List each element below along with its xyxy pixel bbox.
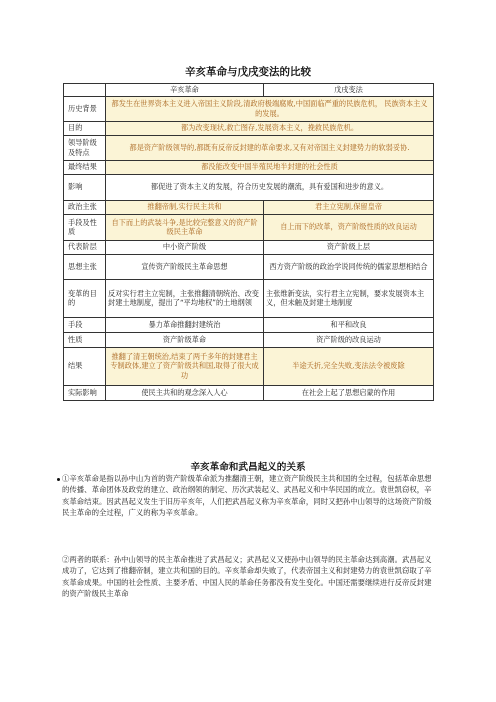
row-label: 领导阶级及特点 bbox=[64, 135, 106, 160]
table-row bbox=[64, 121, 434, 135]
table-row bbox=[64, 254, 434, 279]
row-label: 历史背景 bbox=[64, 96, 106, 121]
row-label: 思想主张 bbox=[64, 254, 106, 279]
cell-xinhai: 推翻了清王朝统治,结束了两千多年的封建君主专制政体,建立了资产阶级共和国,取得了很大成功 bbox=[106, 347, 264, 385]
cell-wuxu: 半途夭折,完全失败,变法法令被废除 bbox=[264, 347, 434, 385]
table-row bbox=[64, 214, 434, 240]
merged-cell: 都发生在世界资本主义进入帝国主义阶段,清政府极端腐败,中国面临严重的民族危机， 民族资本主义的发展。 bbox=[106, 96, 434, 121]
table-row bbox=[64, 385, 434, 400]
merged-cell: 都没能改变中国半殖民地半封建的社会性质 bbox=[106, 160, 434, 174]
table-row bbox=[64, 317, 434, 332]
table-row bbox=[64, 240, 434, 254]
section-title: 辛亥革命和武昌起义的关系 bbox=[190, 462, 306, 473]
header-cell bbox=[64, 84, 106, 97]
cell-xinhai: 宣传资产阶级民主革命思想 bbox=[106, 254, 264, 279]
row-label: 变革的目的 bbox=[64, 279, 106, 317]
document-title: 辛亥革命与戊戌变法的比较 bbox=[185, 66, 311, 78]
table-row bbox=[64, 279, 434, 317]
cell-wuxu: 主张维新变法，实行君主立宪制，要求发展资本主义，但未触及封建土地制度 bbox=[264, 279, 434, 317]
row-label: 手段 bbox=[64, 317, 106, 332]
bullet-dot bbox=[57, 478, 60, 481]
table-row bbox=[64, 347, 434, 385]
comparison-table bbox=[63, 83, 434, 401]
row-label: 性质 bbox=[64, 332, 106, 347]
paragraph-1: ①辛亥革命是指以孙中山为首的资产阶级革命派为推翻清王朝，建立资产阶级民主共和国的全过程，包括革命思想的传播、革命团体及政党的建立、政治纲领的制定、历次武装起义、武昌起义和中华民国的成立。袁世凯窃权，辛亥革命结束。因武昌起义发生于旧历辛亥年，人们把武昌起义称为辛亥革命，同时又把孙中山领导的这场资产阶级民主革命的全过程，广义的称为辛亥革命。 bbox=[62, 474, 432, 517]
cell-wuxu: 在社会上起了思想启蒙的作用 bbox=[264, 385, 434, 400]
cell-wuxu: 君主立宪制,保留皇帝 bbox=[264, 200, 434, 214]
cell-xinhai: 使民主共和的观念深入人心 bbox=[106, 385, 264, 400]
row-label: 影响 bbox=[64, 174, 106, 200]
cell-wuxu: 资产阶级的改良运动 bbox=[264, 332, 434, 347]
cell-xinhai: 资产阶级革命 bbox=[106, 332, 264, 347]
row-label: 手段及性质 bbox=[64, 214, 106, 240]
table-row bbox=[64, 96, 434, 121]
row-label: 结果 bbox=[64, 347, 106, 385]
merged-cell: 都促进了资本主义的发展，符合历史发展的潮流，具有爱国和进步的意义。 bbox=[106, 174, 434, 200]
header-cell: 戊戌变法 bbox=[264, 84, 434, 97]
table-header-row bbox=[64, 84, 434, 97]
header-cell: 辛亥革命 bbox=[106, 84, 264, 97]
merged-cell: 都为改变现状,救亡图存,发展资本主义，挽救民族危机。 bbox=[106, 121, 434, 135]
cell-xinhai: 暴力革命推翻封建统治 bbox=[106, 317, 264, 332]
cell-wuxu: 和平和改良 bbox=[264, 317, 434, 332]
table-row bbox=[64, 135, 434, 160]
table-row bbox=[64, 200, 434, 214]
paragraph-2: ②两者的联系：孙中山领导的民主革命推进了武昌起义；武昌起义又使孙中山领导的民主革命达到高潮。武昌起义成功了，它达到了推翻帝制，建立共和国的目的。辛亥革命却失败了，代表帝国主义和封建势力的袁世凯窃取了辛亥革命成果。中国的社会性质、主要矛盾、中国人民的革命任务都没有发生变化。中国还需要继续进行反帝反封建的资产阶级民主革命 bbox=[62, 555, 432, 598]
cell-wuxu: 西方资产阶级的政治学说同传统的儒家思想相结合 bbox=[264, 254, 434, 279]
cell-wuxu: 资产阶级上层 bbox=[264, 240, 434, 254]
cell-xinhai: 反对实行君主立宪制，主张推翻清朝统治、改变封建土地制度，提出了“平均地权”的土地纲领 bbox=[106, 279, 264, 317]
row-label: 实际影响 bbox=[64, 385, 106, 400]
row-label: 目的 bbox=[64, 121, 106, 135]
table-row bbox=[64, 160, 434, 174]
row-label: 最终结果 bbox=[64, 160, 106, 174]
cell-xinhai: 推翻帝制,实行民主共和 bbox=[106, 200, 264, 214]
table-row bbox=[64, 332, 434, 347]
cell-wuxu: 自上而下的改革，资产阶级性质的改良运动 bbox=[264, 214, 434, 240]
table-row bbox=[64, 174, 434, 200]
merged-cell: 都是资产阶级领导的,都既有反帝反封建的革命要求,又有对帝国主义封建势力的软弱妥协. bbox=[106, 135, 434, 160]
cell-xinhai: 中小资产阶级 bbox=[106, 240, 264, 254]
cell-xinhai: 自下而上的武装斗争,是比较完整意义的资产阶级民主革命 bbox=[106, 214, 264, 240]
row-label: 政治主张 bbox=[64, 200, 106, 214]
row-label: 代表阶层 bbox=[64, 240, 106, 254]
